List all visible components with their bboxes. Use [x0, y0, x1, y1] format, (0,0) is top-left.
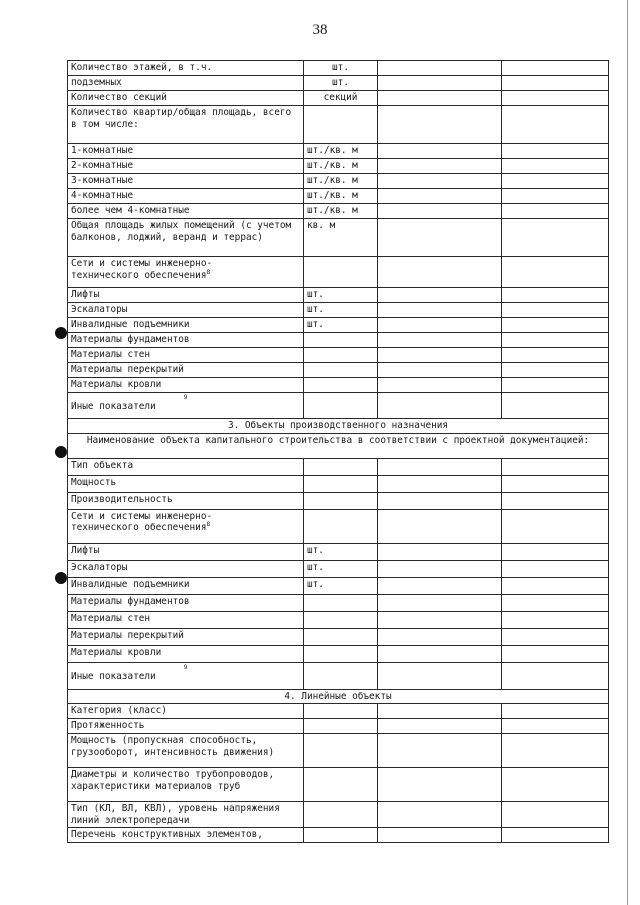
planned-value-cell[interactable]	[378, 577, 502, 594]
unit-cell	[304, 509, 378, 543]
table-row	[68, 458, 609, 475]
indicator-name: Категория (класс)	[71, 705, 167, 716]
unit-cell	[304, 492, 378, 509]
section-4-title	[68, 689, 609, 704]
actual-value-cell[interactable]	[502, 363, 609, 378]
actual-value-cell[interactable]	[502, 768, 609, 802]
actual-value-cell[interactable]	[502, 174, 609, 189]
table-row	[68, 318, 609, 333]
indicator-name-cell	[68, 348, 304, 363]
table-row	[68, 662, 609, 689]
indicator-name: подземных	[71, 77, 122, 88]
actual-value-cell[interactable]	[502, 645, 609, 662]
planned-value-cell[interactable]	[378, 76, 502, 91]
section-3-title-cell: 3. Объекты производственного назначения	[68, 419, 609, 434]
indicator-name-cell	[68, 204, 304, 219]
unit-cell	[304, 288, 378, 303]
indicator-name: Иные показатели	[71, 670, 156, 682]
binding-hole	[55, 327, 67, 339]
unit-cell	[304, 645, 378, 662]
planned-value-cell[interactable]	[378, 219, 502, 257]
unit-label: шт.	[307, 319, 324, 330]
table-row	[68, 393, 609, 419]
indicator-name-cell	[68, 492, 304, 509]
planned-value-cell[interactable]	[378, 802, 502, 828]
unit-label: шт.	[332, 77, 349, 88]
actual-value-cell[interactable]	[502, 61, 609, 76]
unit-label: кв. м	[307, 220, 336, 231]
page-number: 38	[312, 22, 328, 38]
indicator-name-cell	[68, 106, 304, 144]
actual-value-cell[interactable]	[502, 303, 609, 318]
planned-value-cell[interactable]	[378, 174, 502, 189]
indicator-name-cell	[68, 645, 304, 662]
indicator-name: Инвалидные подъемники	[71, 578, 190, 590]
indicator-name: Материалы перекрытий	[71, 629, 184, 641]
indicator-name-cell	[68, 303, 304, 318]
actual-value-cell[interactable]	[502, 509, 609, 543]
unit-label: шт./кв. м	[307, 190, 358, 201]
planned-value-cell[interactable]	[378, 662, 502, 689]
planned-value-cell[interactable]	[378, 509, 502, 543]
unit-cell	[304, 734, 378, 768]
actual-value-cell[interactable]	[502, 189, 609, 204]
indicator-name: более чем 4-комнатные	[71, 205, 190, 216]
footnote-marker: 8	[206, 268, 211, 276]
section-3-subtitle-cell: Наименование объекта капитального строительства в соответствии с проектной документацией:	[68, 433, 609, 458]
unit-label: шт.	[307, 561, 324, 573]
indicator-name: Материалы фундаментов	[71, 334, 190, 345]
unit-cell	[304, 159, 378, 174]
indicator-name: Мощность	[71, 476, 117, 488]
actual-value-cell[interactable]	[502, 704, 609, 719]
planned-value-cell[interactable]	[378, 61, 502, 76]
indicator-name: Иные показатели	[71, 401, 156, 412]
unit-cell	[304, 303, 378, 318]
planned-value-cell[interactable]	[378, 768, 502, 802]
indicator-name: Количество секций	[71, 92, 167, 103]
indicator-name: Сети и системы инженерно- технического обеспечения	[71, 258, 213, 281]
unit-label: шт./кв. м	[307, 145, 358, 156]
indicator-name-cell	[68, 543, 304, 560]
planned-value-cell[interactable]	[378, 645, 502, 662]
planned-value-cell[interactable]	[378, 288, 502, 303]
indicator-name: Протяженность	[71, 720, 145, 731]
actual-value-cell[interactable]	[502, 257, 609, 288]
planned-value-cell[interactable]	[378, 363, 502, 378]
table-row	[68, 475, 609, 492]
actual-value-cell[interactable]	[502, 393, 609, 419]
planned-value-cell[interactable]	[378, 543, 502, 560]
unit-label: шт.	[307, 304, 324, 315]
actual-value-cell[interactable]	[502, 76, 609, 91]
unit-cell	[304, 704, 378, 719]
table-row	[68, 509, 609, 543]
indicator-name: Инвалидные подъемники	[71, 319, 190, 330]
indicator-name: Сети и системы инженерно- технического обеспечения	[71, 510, 213, 533]
table-row	[68, 333, 609, 348]
planned-value-cell[interactable]	[378, 204, 502, 219]
unit-cell	[304, 577, 378, 594]
table-row	[68, 219, 609, 257]
planned-value-cell[interactable]	[378, 594, 502, 611]
table-row	[68, 645, 609, 662]
unit-cell	[304, 91, 378, 106]
unit-cell	[304, 61, 378, 76]
actual-value-cell[interactable]	[502, 204, 609, 219]
actual-value-cell[interactable]	[502, 543, 609, 560]
unit-cell	[304, 475, 378, 492]
indicator-name-cell	[68, 768, 304, 802]
planned-value-cell[interactable]	[378, 560, 502, 577]
unit-cell	[304, 458, 378, 475]
table-row	[68, 594, 609, 611]
indicator-name: Тип (КЛ, ВЛ, КВЛ), уровень напряжения линий электропередачи	[71, 803, 280, 826]
unit-cell	[304, 719, 378, 734]
indicator-name: Материалы перекрытий	[71, 364, 184, 375]
actual-value-cell[interactable]	[502, 492, 609, 509]
actual-value-cell[interactable]	[502, 288, 609, 303]
actual-value-cell[interactable]	[502, 611, 609, 628]
actual-value-cell[interactable]	[502, 378, 609, 393]
unit-label: шт.	[307, 578, 324, 590]
unit-cell	[304, 802, 378, 828]
unit-cell	[304, 363, 378, 378]
indicator-name: Общая площадь жилых помещений (с учетом балконов, лоджий, веранд и террас)	[71, 220, 292, 243]
indicator-name-cell	[68, 144, 304, 159]
table-row	[68, 828, 609, 843]
indicator-name-cell	[68, 704, 304, 719]
actual-value-cell[interactable]	[502, 594, 609, 611]
indicator-name: 2-комнатные	[71, 160, 134, 171]
indicator-name-cell	[68, 458, 304, 475]
unit-label: шт./кв. м	[307, 175, 358, 186]
planned-value-cell[interactable]	[378, 719, 502, 734]
table-row	[68, 719, 609, 734]
unit-cell	[304, 204, 378, 219]
planned-value-cell[interactable]	[378, 378, 502, 393]
indicator-name: Лифты	[71, 289, 100, 300]
actual-value-cell[interactable]	[502, 458, 609, 475]
unit-cell	[304, 106, 378, 144]
indicator-name-cell	[68, 333, 304, 348]
planned-value-cell[interactable]	[378, 492, 502, 509]
indicator-name-cell	[68, 61, 304, 76]
planned-value-cell[interactable]	[378, 475, 502, 492]
unit-cell	[304, 189, 378, 204]
planned-value-cell[interactable]	[378, 159, 502, 174]
indicator-name-cell	[68, 509, 304, 543]
unit-cell	[304, 828, 378, 843]
planned-value-cell[interactable]	[378, 348, 502, 363]
unit-label: шт.	[307, 544, 324, 556]
indicator-name: Лифты	[71, 544, 100, 556]
indicator-name-cell	[68, 828, 304, 843]
unit-cell	[304, 219, 378, 257]
indicator-name-cell	[68, 393, 304, 419]
unit-cell	[304, 628, 378, 645]
unit-cell	[304, 174, 378, 189]
indicator-name-cell	[68, 475, 304, 492]
footnote-marker: 9	[183, 663, 188, 671]
planned-value-cell[interactable]	[378, 393, 502, 419]
section-3-subtitle	[68, 433, 609, 458]
footnote-marker: 9	[183, 394, 188, 401]
table-row	[68, 189, 609, 204]
actual-value-cell[interactable]	[502, 219, 609, 257]
unit-cell	[304, 333, 378, 348]
indicator-name-cell	[68, 174, 304, 189]
table-row	[68, 144, 609, 159]
unit-cell	[304, 662, 378, 689]
indicator-name: Количество квартир/общая площадь, всего в том числе:	[71, 107, 292, 130]
indicator-name-cell	[68, 189, 304, 204]
actual-value-cell[interactable]	[502, 802, 609, 828]
actual-value-cell[interactable]	[502, 719, 609, 734]
planned-value-cell[interactable]	[378, 458, 502, 475]
planned-value-cell[interactable]	[378, 333, 502, 348]
table-row	[68, 577, 609, 594]
actual-value-cell[interactable]	[502, 333, 609, 348]
indicator-name-cell	[68, 560, 304, 577]
indicator-name: Тип объекта	[71, 459, 134, 471]
actual-value-cell[interactable]	[502, 577, 609, 594]
indicator-name-cell	[68, 734, 304, 768]
indicator-name-cell	[68, 802, 304, 828]
table-row	[68, 704, 609, 719]
actual-value-cell[interactable]	[502, 828, 609, 843]
indicator-name-cell	[68, 628, 304, 645]
table-row	[68, 768, 609, 802]
section-4-title-cell: 4. Линейные объекты	[68, 689, 609, 704]
table-row	[68, 348, 609, 363]
indicator-name-cell	[68, 611, 304, 628]
table-row	[68, 378, 609, 393]
table-row	[68, 257, 609, 288]
indicator-name-cell	[68, 257, 304, 288]
planned-value-cell[interactable]	[378, 257, 502, 288]
binding-hole	[55, 572, 67, 584]
indicator-name: 3-комнатные	[71, 175, 134, 186]
planned-value-cell[interactable]	[378, 303, 502, 318]
table-row	[68, 560, 609, 577]
table-row	[68, 628, 609, 645]
section-3-title	[68, 419, 609, 434]
indicator-name-cell	[68, 378, 304, 393]
indicator-name-cell	[68, 577, 304, 594]
indicator-name-cell	[68, 363, 304, 378]
planned-value-cell[interactable]	[378, 611, 502, 628]
unit-label: шт.	[307, 289, 324, 300]
actual-value-cell[interactable]	[502, 734, 609, 768]
table-row	[68, 61, 609, 76]
unit-cell	[304, 594, 378, 611]
unit-cell	[304, 76, 378, 91]
table-row	[68, 802, 609, 828]
unit-cell	[304, 560, 378, 577]
planned-value-cell[interactable]	[378, 91, 502, 106]
indicator-name: Перечень конструктивных элементов,	[71, 829, 263, 840]
indicator-name-cell	[68, 719, 304, 734]
footnote-marker: 8	[206, 521, 211, 528]
table-row	[68, 492, 609, 509]
planned-value-cell[interactable]	[378, 628, 502, 645]
table-row	[68, 611, 609, 628]
indicator-name: Материалы стен	[71, 349, 151, 360]
indicator-name-cell	[68, 91, 304, 106]
actual-value-cell[interactable]	[502, 106, 609, 144]
indicator-name: Мощность (пропускная способность, грузооборот, интенсивность движения)	[71, 735, 275, 758]
indicator-name: Производительность	[71, 493, 173, 505]
actual-value-cell[interactable]	[502, 348, 609, 363]
indicator-name-cell	[68, 76, 304, 91]
planned-value-cell[interactable]	[378, 734, 502, 768]
indicator-name: Количество этажей, в т.ч.	[71, 62, 213, 73]
indicator-name-cell	[68, 318, 304, 333]
table-row	[68, 76, 609, 91]
unit-label: шт.	[332, 62, 349, 73]
planned-value-cell[interactable]	[378, 144, 502, 159]
table-row	[68, 91, 609, 106]
table-row	[68, 174, 609, 189]
unit-label: шт./кв. м	[307, 160, 358, 171]
indicator-name: Материалы стен	[71, 612, 151, 624]
binding-hole	[55, 446, 67, 458]
unit-cell	[304, 318, 378, 333]
indicator-name: Материалы кровли	[71, 379, 162, 390]
unit-label: секций	[323, 92, 358, 103]
indicator-name-cell	[68, 159, 304, 174]
unit-cell	[304, 257, 378, 288]
table-row	[68, 159, 609, 174]
indicator-name-cell	[68, 288, 304, 303]
actual-value-cell[interactable]	[502, 318, 609, 333]
unit-label: шт./кв. м	[307, 205, 358, 216]
planned-value-cell[interactable]	[378, 318, 502, 333]
indicator-name-cell	[68, 594, 304, 611]
planned-value-cell[interactable]	[378, 106, 502, 144]
unit-cell	[304, 543, 378, 560]
table-row	[68, 106, 609, 144]
table-row	[68, 543, 609, 560]
unit-cell	[304, 393, 378, 419]
unit-cell	[304, 611, 378, 628]
indicator-name: Материалы фундаментов	[71, 595, 190, 607]
unit-cell	[304, 348, 378, 363]
planned-value-cell[interactable]	[378, 189, 502, 204]
unit-cell	[304, 768, 378, 802]
indicator-name-cell	[68, 662, 304, 689]
indicators-table	[67, 60, 609, 843]
indicator-name-cell	[68, 219, 304, 257]
table-row	[68, 204, 609, 219]
indicator-name: 1-комнатные	[71, 145, 134, 156]
indicator-name: Эскалаторы	[71, 561, 128, 573]
actual-value-cell[interactable]	[502, 144, 609, 159]
table-row	[68, 363, 609, 378]
planned-value-cell[interactable]	[378, 704, 502, 719]
actual-value-cell[interactable]	[502, 91, 609, 106]
table-row	[68, 288, 609, 303]
planned-value-cell[interactable]	[378, 828, 502, 843]
scan-edge-mark	[627, 0, 628, 905]
table-row	[68, 303, 609, 318]
actual-value-cell[interactable]	[502, 662, 609, 689]
indicator-name: Диаметры и количество трубопроводов, характеристики материалов труб	[71, 769, 275, 792]
actual-value-cell[interactable]	[502, 628, 609, 645]
table-row	[68, 734, 609, 768]
actual-value-cell[interactable]	[502, 560, 609, 577]
actual-value-cell[interactable]	[502, 159, 609, 174]
unit-cell	[304, 378, 378, 393]
indicator-name: Эскалаторы	[71, 304, 128, 315]
indicator-name: 4-комнатные	[71, 190, 134, 201]
indicator-name: Материалы кровли	[71, 646, 162, 658]
actual-value-cell[interactable]	[502, 475, 609, 492]
unit-cell	[304, 144, 378, 159]
